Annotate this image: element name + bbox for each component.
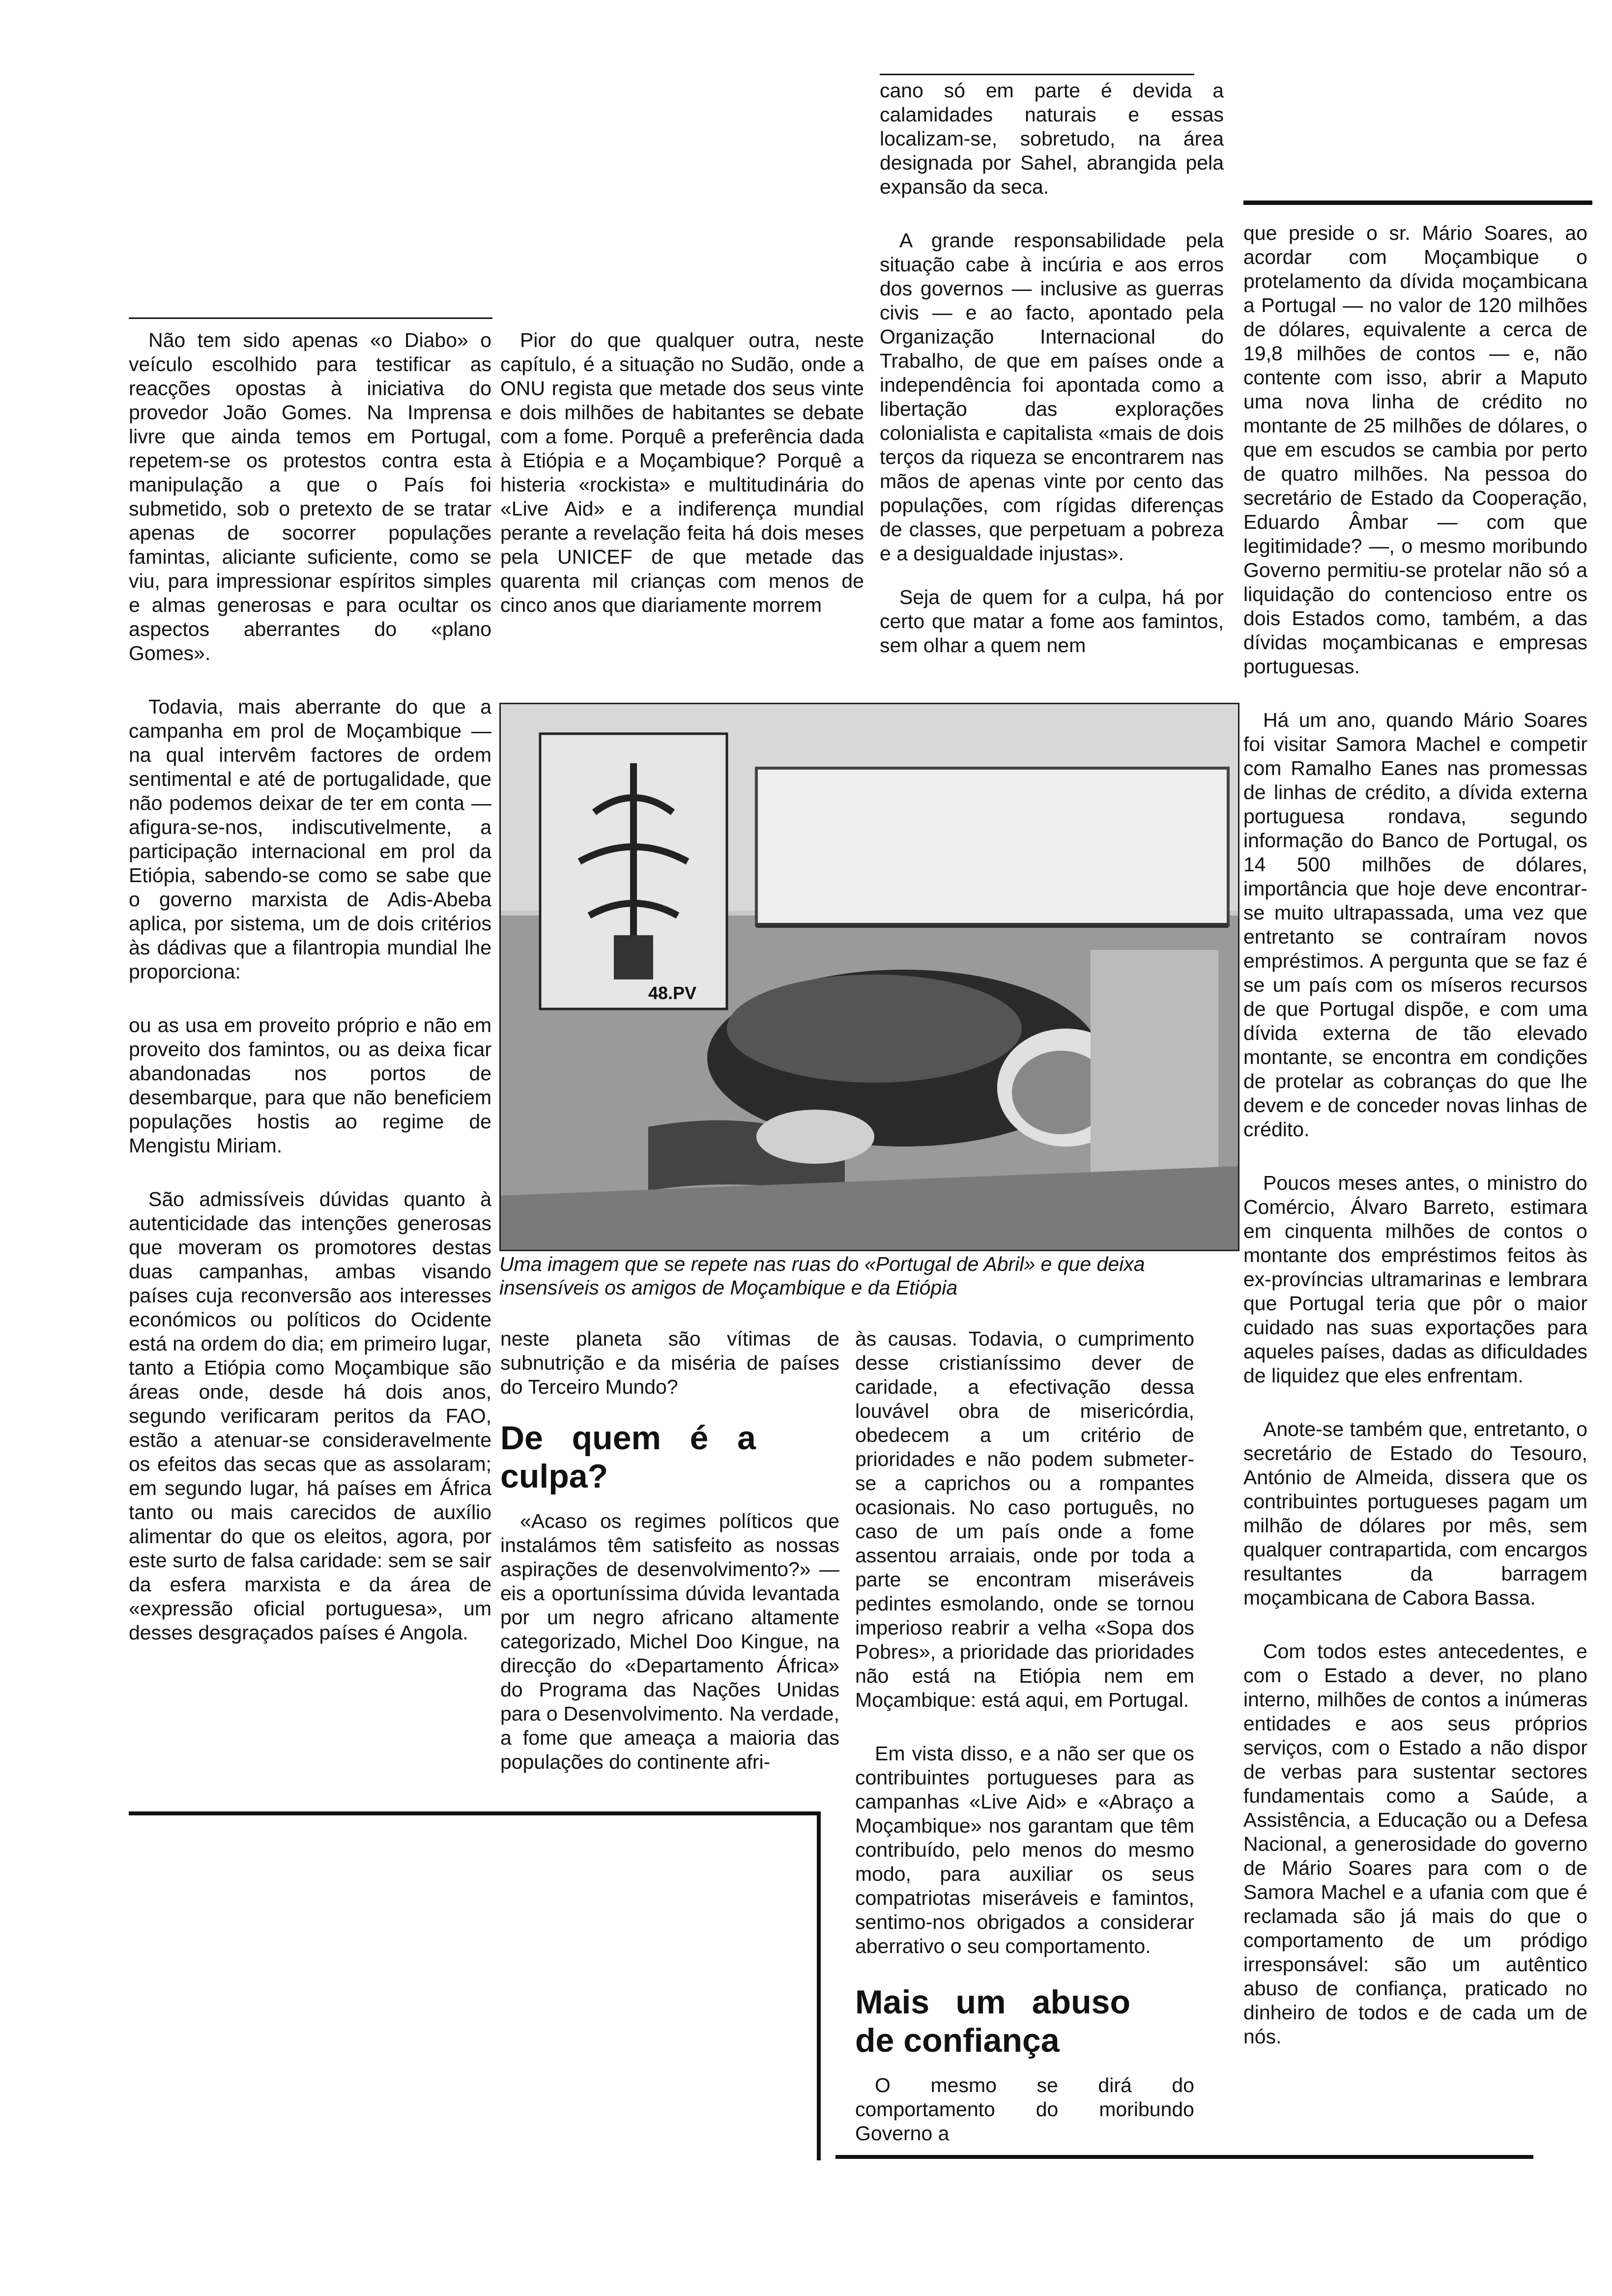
col4-paragraph: Poucos meses antes, o ministro do Comércio, Álvaro Barreto, estimara em cinquenta milhões de contos o montante dos empréstimos feitos às ex-províncias ultramarinas e lembrara que Portugal teria que pôr o maior cuidado nas suas exportações para aqueles países, dadas as dificuldades de liquidez que eles enfrentam. [1243, 1172, 1587, 1387]
mid-left-paragraph: neste planeta são vítimas de subnutrição e da miséria de países do Terceiro Mundo? [500, 1327, 839, 1398]
rule-col1-top [129, 317, 492, 319]
col3-paragraph: cano só em parte é devida a calamidades naturais e essas localizam-se, sobretudo, na área designada por Sahel, abrangida pela expansão da seca. [880, 79, 1224, 198]
col4-paragraph: Anote-se também que, entretanto, o secretário de Estado do Tesouro, António de Almeida, dissera que os contribuintes portugueses pagam um milhão de dólares por mês, sem qualquer contrapartida, com encargos resultantes da barragem moçambicana de Cabora Bassa. [1243, 1418, 1587, 1609]
column-1 [129, 328, 491, 1645]
col4-paragraph: Com todos estes antecedentes, e com o Estado a dever, no plano interno, milhões de contos a inúmeras entidades e aos seus próprios serviços, com o Estado a não dispor de verbas para sustentar sectores fundamentais como a Saúde, a Assistência, a Educação ou a Defesa Nacional, a generosidade do governo de Mário Soares para com o de Samora Machel e a ufania com que é reclamada são já mais do que o comportamento de um pródigo irresponsável: são um autêntico abuso de confiança, praticado no dinheiro de todos e de cada um de nós. [1243, 1640, 1587, 2048]
column-3-lower [855, 1327, 1194, 2146]
col1-paragraph: Todavia, mais aberrante do que a campanha em prol de Moçambique — na qual intervêm factores de ordem sentimental e até de portugalidade, que não podemos deixar de ter em conta — afigura-se-nos, indiscutivelmente, a participação internacional em prol da Etiópia, sabendo-se como se sabe que o governo marxista de Adis-Abeba aplica, por sistema, um de dois critérios às dádivas que a filantropia mundial lhe proporciona: [129, 695, 491, 983]
column-2-lower [500, 1327, 839, 1774]
heading-de-quem-e-a-culpa: De quem é a culpa? [500, 1419, 756, 1495]
column-4 [1243, 221, 1587, 2049]
poster-text: 48.PV [648, 983, 697, 1003]
col4-paragraph: que preside o sr. Mário Soares, ao acordar com Moçambique o protelamento da dívida moçambicana a Portugal — no valor de 120 milhões de dólares, equivalente a cerca de 19,8 milhões de contos — e, não contente com isso, abrir a Maputo uma nova linha de crédito no montante de 25 milhões de dólares, o que em escudos se cambia por perto de quatro milhões. Na pessoa do secretário de Estado da Cooperação, Eduardo Âmbar — com que legitimidade? —, o mesmo moribundo Governo permitiu-se protelar não só a liquidação do contencioso entre os dois Estados como, também, a das dívidas moçambicanas e empresas portuguesas. [1243, 222, 1587, 678]
col1-paragraph: ou as usa em proveito próprio e não em proveito dos famintos, ou as deixa ficar abandonadas nos portos de desembarque, para que não beneficiem populações hostis ao regime de Mengistu Miriam. [129, 1014, 491, 1157]
rule-bottom-left [129, 1811, 817, 1815]
col1-paragraph: São admissíveis dúvidas quanto à autenticidade das intenções generosas que moveram os promotores destas duas campanhas, ambas visando países cuja reconversão aos interesses económicos ou políticos do Ocidente está na ordem do dia; em primeiro lugar, tanto a Etiópia como Moçambique são áreas onde, desde há dois anos, segundo verificaram peritos da FAO, estão a atenuar-se consideravelmente os efeitos das secas que as assolaram; em segundo lugar, há países em África tanto ou mais carecidos de auxílio alimentar do que os eleitos, agora, por este surto de falsa caridade: sem se sair da esfera marxista e da área de «expressão oficial portuguesa», um desses desgraçados países é Angola. [129, 1188, 491, 1644]
photo-caption: Uma imagem que se repete nas ruas do «Portugal de Abril» e que deixa insensíveis os amigos de Moçambique e da Etiópia [499, 1253, 1145, 1299]
column-2 [500, 328, 864, 617]
heading-mais-um-abuso: Mais um abuso de confiança [855, 1983, 1130, 2059]
col3-paragraph: A grande responsabilidade pela situação cabe à incúria e aos erros dos governos — inclusive as guerras civis — e ao facto, apontado pela Organização Internacional do Trabalho, de que em países onde a independência foi apontada como a libertação das explorações colonialista e capitalista «mais de dois terços da riqueza se encontrarem nas mãos de apenas vinte por cento das populações, com rígidas diferenças de classes, que perpetuam a pobreza e a desigualdade injustas». [880, 229, 1224, 565]
col4-paragraph: Há um ano, quando Mário Soares foi visitar Samora Machel e competir com Ramalho Eanes nas promessas de linhas de crédito, a dívida externa portuguesa rondava, segundo informação do Banco de Portugal, os 14 500 milhões de dólares, importância que hoje deve encontrar-se muito ultrapassada, uma vez que entretanto se contraíram novos empréstimos. A pergunta que se faz é se um país com os míseros recursos de que Portugal dispõe, e com uma dívida externa de tão elevado montante, se encontra em condições de protelar as cobranças do que lhe devem e de conceder novas linhas de crédito. [1243, 709, 1587, 1141]
rule-col3-top [880, 74, 1194, 75]
column-3 [880, 79, 1224, 658]
col3-paragraph: Seja de quem for a culpa, há por certo que matar a fome aos famintos, sem olhar a quem nem [880, 586, 1224, 657]
mid-right-paragraph: às causas. Todavia, o cumprimento desse cristianíssimo dever de caridade, a efectivação dessa louvável obra de misericórdia, obedecem a um critério de prioridades e não podem submeter-se a caprichos ou a rompantes ocasionais. No caso português, no caso de um país onde a fome assentou arraiais, onde por toda a parte se encontram miseráveis pedintes esmolando, onde se tornou imperioso reabrir a velha «Sopa dos Pobres», a prioridade das prioridades não está na Etiópia nem em Moçambique: está aqui, em Portugal. [855, 1327, 1194, 1711]
photo-illustration [501, 704, 1238, 1250]
mid-right-paragraph: O mesmo se dirá do comportamento do moribundo Governo a [855, 2074, 1194, 2145]
mid-left-paragraph: «Acaso os regimes políticos que instalámos têm satisfeito as nossas aspirações de desenvolvimento?» — eis a oportuníssima dúvida levantada por um negro africano altamente categorizado, Michel Doo Kingue, na direcção do «Departamento África» do Programa das Nações Unidas para o Desenvolvimento. Na verdade, a fome que ameaça a maioria das populações do continente afri- [500, 1510, 839, 1773]
rule-bottom-vertical [817, 1811, 821, 2160]
col1-paragraph: Não tem sido apenas «o Diabo» o veículo escolhido para testificar as reacções opostas à iniciativa do provedor João Gomes. Na Imprensa livre que ainda temos em Portugal, repetem-se os protestos contra esta manipulação a que o País foi submetido, sob o pretexto de se tratar apenas de socorrer populações famintas, aliciante suficiente, como se viu, para impressionar espíritos simples e almas generosas e para ocultar os aspectos aberrantes do «plano Gomes». [129, 329, 491, 664]
news-photo [499, 703, 1239, 1251]
rule-bottom-right [835, 2155, 1533, 2159]
col2-paragraph: Pior do que qualquer outra, neste capítulo, é a situação no Sudão, onde a ONU regista que metade dos seus vinte e dois milhões de habitantes se debate com a fome. Porquê a preferência dada à Etiópia e a Moçambique? Porquê a histeria «rockista» e multitudinária do «Live Aid» e a indiferença mundial perante a revelação feita há dois meses pela UNICEF de que metade das quarenta mil crianças com menos de cinco anos que diariamente morrem [500, 329, 864, 616]
mid-right-paragraph: Em vista disso, e a não ser que os contribuintes portugueses para as campanhas «Live Aid» e «Abraço a Moçambique» nos garantam que têm contribuído, pelo menos do mesmo modo, para auxiliar os seus compatriotas miseráveis e famintos, sentimo-nos obrigados a considerar aberrativo o seu comportamento. [855, 1742, 1194, 1957]
rule-top-right [1243, 201, 1592, 205]
